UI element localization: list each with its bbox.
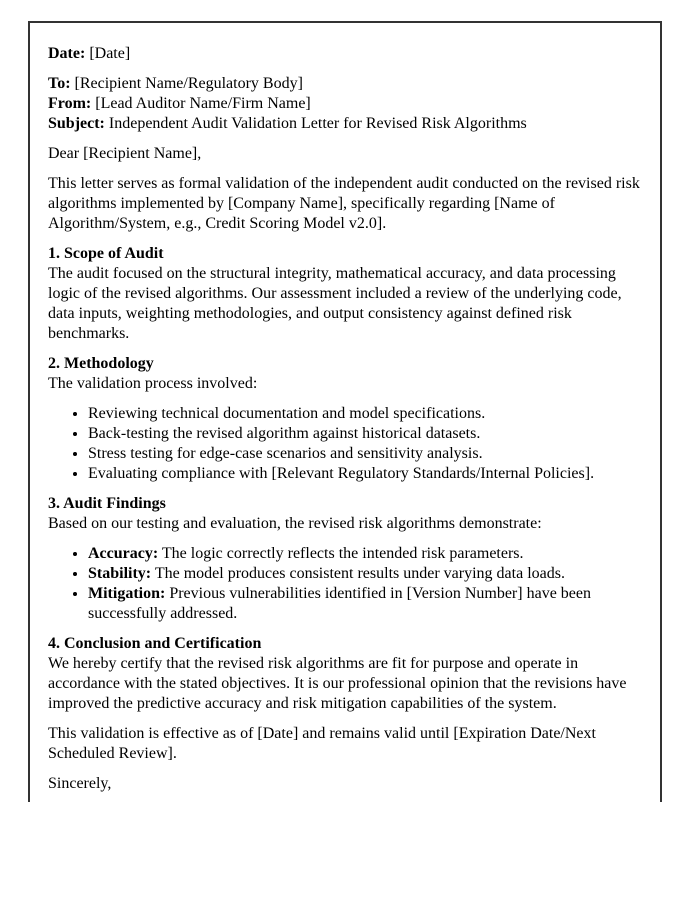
section-conclusion-heading: 4. Conclusion and Certification [48, 635, 262, 652]
section-scope [48, 244, 642, 344]
finding-text: The logic correctly reflects the intended risk parameters. [161, 545, 524, 562]
section-methodology-intro: The validation process involved: [48, 375, 258, 392]
closing: Sincerely, [48, 775, 112, 792]
date-label: Date: [48, 45, 86, 62]
section-findings-heading: 3. Audit Findings [48, 495, 166, 512]
from-value: [Lead Auditor Name/Firm Name] [95, 95, 311, 112]
list-item: • Reviewing technical documentation and model specifications. [88, 404, 642, 424]
to-value: [Recipient Name/Regulatory Body] [74, 75, 303, 92]
finding-text: Previous vulnerabilities identified in [Version Number] have been successfully addressed. [88, 585, 591, 622]
section-methodology-heading: 2. Methodology [48, 355, 154, 372]
from-label: From: [48, 95, 92, 112]
findings-list [48, 544, 642, 624]
date-line [48, 44, 642, 64]
list-item: • Evaluating compliance with [Relevant Regulatory Standards/Internal Policies]. [88, 464, 642, 484]
list-item: • Back-testing the revised algorithm against historical datasets. [88, 424, 642, 444]
section-conclusion-body: We hereby certify that the revised risk algorithms are fit for purpose and operate in accordance with the stated objectives. It is our professional opinion that the revisions have improved the predictive accuracy and risk mitigation capabilities of the system. [48, 655, 627, 712]
list-item: • Stress testing for edge-case scenarios and sensitivity analysis. [88, 444, 642, 464]
section-findings-intro: Based on our testing and evaluation, the revised risk algorithms demonstrate: [48, 515, 542, 532]
finding-label: Mitigation: [88, 585, 166, 602]
validity-paragraph: This validation is effective as of [Date] and remains valid until [Expiration Date/Next Scheduled Review]. [48, 725, 596, 762]
list-item [88, 584, 642, 624]
recipient-block [48, 74, 642, 134]
list-item [88, 544, 642, 564]
section-scope-heading: 1. Scope of Audit [48, 245, 164, 262]
list-item [88, 564, 642, 584]
salutation: Dear [Recipient Name], [48, 145, 202, 162]
section-conclusion [48, 634, 642, 714]
section-scope-body: The audit focused on the structural integrity, mathematical accuracy, and data processing logic of the revised algorithms. Our assessment included a review of the underlying code, data inputs, weighting methodologies, and output consistency against defined risk benchmarks. [48, 265, 622, 342]
section-methodology [48, 354, 642, 394]
finding-text: The model produces consistent results under varying data loads. [154, 565, 565, 582]
date-value: [Date] [89, 45, 131, 62]
subject-label: Subject: [48, 115, 105, 132]
to-label: To: [48, 75, 71, 92]
letter-document [28, 21, 662, 802]
intro-paragraph: This letter serves as formal validation of the independent audit conducted on the revised risk algorithms implemented by [Company Name], specifically regarding [Name of Algorithm/System, e.g., Credit Scoring Model v2.0]. [48, 175, 640, 232]
section-findings [48, 494, 642, 534]
finding-label: Stability: [88, 565, 152, 582]
methodology-list [48, 404, 642, 484]
subject-value: Independent Audit Validation Letter for Revised Risk Algorithms [108, 115, 527, 132]
finding-label: Accuracy: [88, 545, 159, 562]
